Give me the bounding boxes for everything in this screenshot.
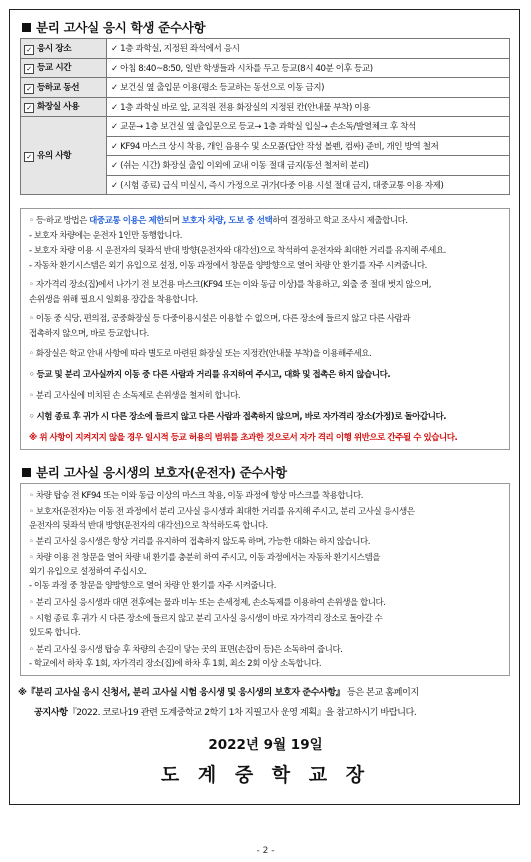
note-line: ◦ 시험 종료 후 귀가 시 다른 장소에 들르지 않고 분리 고사실 응시생이 바로 자가격리 장소로 돌아갈 수 <box>29 614 383 624</box>
note-line: - 학교에서 하차 후 1회, 자가격리 장소(집)에 하차 후 1회, 최소 2회 이상 소독합니다. <box>29 659 322 669</box>
note-line: - 자동차 환기시스템은 외기 유입으로 설정, 이동 과정에서 창문을 양방향으로 열어 차량 안 환기를 자주 시켜줍니다. <box>29 261 427 271</box>
signatory: 도 계 중 학 교 장 <box>160 764 371 786</box>
row-value: ✓ (시험 종료) 급식 미실시, 즉시 가정으로 귀가(다중 이용 시설 절대 금지, 대중교통 이용 자제) <box>107 175 510 195</box>
checked-box-icon: ✓ <box>24 45 34 55</box>
section2-title: 분리 고사실 응시생의 보호자(운전자) 준수사항 <box>22 463 287 481</box>
row-value: ✓ 1층 과학실 바로 앞, 교직원 전용 화장실의 지정된 칸(안내물 부착) 이용 <box>107 97 510 117</box>
footer-note-line1: ※『분리 고사실 응시 신청서, 분리 고사실 시험 응시생 및 응시생의 보호자 준수사항』 등은 본교 홈페이지 <box>18 687 419 698</box>
page-number: - 2 - <box>256 846 275 856</box>
note-line: - 보호자 차량 이용 시 운전자의 뒷좌석 반대 방향(운전자와 대각선)으로 착석하여 운전자와 최대한 거리를 유지해 주세요. <box>29 246 446 256</box>
student-notes-box <box>20 208 510 450</box>
note-line: ◦ 시험 종료 후 귀가 시 다른 장소에 들르지 않고 다른 사람과 접촉하지 않으며, 바로 자가격리 장소(가정)로 돌아갑니다. <box>29 412 447 422</box>
note-line: ◦ 차량 이용 전 창문을 열어 차량 내 환기를 충분히 하여 주시고, 이동 과정에서는 자동차 환기시스템을 <box>29 553 381 563</box>
note-line: 손위생을 위해 필요시 일회용 장갑을 착용합니다. <box>29 295 198 305</box>
note-line: ◦ 분리 고사실 응시생은 항상 거리를 유지하여 접촉하지 않도록 하며, 가능한 대화는 하지 않습니다. <box>29 537 371 547</box>
section1-title: 분리 고사실 응시 학생 준수사항 <box>22 18 205 36</box>
row-value: ✓ (쉬는 시간) 화장실 출입 이외에 교내 이동 절대 금지(동선 철저히 분리) <box>107 156 510 176</box>
note-line: 운전자의 뒷좌석 반대 방향(운전자의 대각선)으로 착석하도록 합니다. <box>29 521 268 531</box>
row-value: ✓ 아침 8:40~8:50, 일반 학생들과 시차를 두고 등교(8시 40분 이후 등교) <box>107 58 510 78</box>
note-line: ◦ 화장실은 학교 안내 사항에 따라 별도로 마련된 화장실 또는 지정칸(안내물 부착)을 이용해주세요. <box>29 349 372 359</box>
note-line: 있도록 합니다. <box>29 628 81 638</box>
note-line: ◦ 등교 및 분리 고사실까지 이동 중 다른 사람과 거리를 유지하여 주시고, 대화 및 접촉은 하지 않습니다. <box>29 370 391 380</box>
document-date: 2022년 9월 19일 <box>208 737 323 753</box>
row-value: ✓ KF94 마스크 상시 착용, 개인 음용수 및 소모품(답안 작성 볼펜, 컴싸) 준비, 개인 방역 철저 <box>107 136 510 156</box>
note-line: ◦ 이동 중 식당, 편의점, 공중화장실 등 다중이용시설은 이용할 수 없으며, 다른 장소에 들르지 않고 다른 사람과 <box>29 314 411 324</box>
row-value: ✓ 1층 과학실, 지정된 좌석에서 응시 <box>107 39 510 59</box>
warning-line: ※ 위 사항이 지켜지지 않을 경우 일시적 등교 허용의 범위를 초과한 것으로서 자가 격리 이행 위반으로 간주될 수 있습니다. <box>29 433 458 443</box>
table-row <box>21 39 510 59</box>
note-line: ◦ 분리 고사실 응시생 탑승 후 차량의 손길이 닿는 곳의 표면(손잡이 등)은 소독하여 줍니다. <box>29 645 343 655</box>
note-line: ◦ 분리 고사실에 비치된 손 소독제로 손위생을 철저히 합니다. <box>29 391 241 401</box>
row-label: ✓ 화장실 사용 <box>21 97 107 117</box>
row-label: ✓ 응시 장소 <box>21 39 107 59</box>
row-label: ✓ 등교 시간 <box>21 58 107 78</box>
table-row <box>21 58 510 78</box>
note-line: - 보호자 차량에는 운전자 1인만 동행합니다. <box>29 231 183 241</box>
row-label: ✓ 등하교 동선 <box>21 78 107 98</box>
note-line: ◦ 보호자(운전자)는 이동 전 과정에서 분리 고사실 응시생과 최대한 거리를 유지해 주시고, 분리 고사실 응시생은 <box>29 507 415 517</box>
table-row <box>21 117 510 137</box>
square-bullet-icon <box>22 23 31 32</box>
square-bullet-icon <box>22 468 31 477</box>
note-line: ◦ 차량 탑승 전 KF94 또는 이와 동급 이상의 마스크 착용, 이동 과정에 항상 마스크를 착용합니다. <box>29 491 363 501</box>
note-line: ◦ 분리 고사실 응시생과 대면 전후에는 물과 비누 또는 손세정제, 손소독제를 이용하여 손위생을 합니다. <box>29 598 386 608</box>
note-line: ◦ 자가격리 장소(집)에서 나가기 전 보건용 마스크(KF94 또는 이와 동급 이상)를 착용하고, 외출 중 절대 벗지 않으며, <box>29 280 432 290</box>
row-value: ✓ 보건실 옆 출입문 이용(평소 등교하는 동선으로 이동 금지) <box>107 78 510 98</box>
footer-note-line2: 공지사항『2022. 코로나19 관련 도계중학교 2학기 1차 지필고사 운영 계획』을 참고하시기 바랍니다. <box>34 707 417 718</box>
note-line: ◦ 등·하교 방법은 대중교통 이용은 제한되며 보호자 차량, 도보 중 선택하여 결정하고 학교 조사시 제출합니다. <box>29 216 408 226</box>
rules-table <box>20 38 510 195</box>
table-row <box>21 78 510 98</box>
checked-box-icon: ✓ <box>24 103 34 113</box>
table-row <box>21 97 510 117</box>
checked-box-icon: ✓ <box>24 152 34 162</box>
row-value: ✓ 교문→ 1층 보건실 옆 출입문으로 등교→ 1층 과학실 입실→ 손소독/발열체크 후 착석 <box>107 117 510 137</box>
note-line: 외기 유입으로 설정하여 주십시오. <box>29 567 147 577</box>
note-line: 접촉하지 않으며, 바로 등교합니다. <box>29 329 149 339</box>
row-label: ✓ 유의 사항 <box>21 117 107 195</box>
checked-box-icon: ✓ <box>24 64 34 74</box>
guardian-notes-box <box>20 483 510 676</box>
note-line: - 이동 과정 중 창문을 양방향으로 열어 차량 안 환기를 자주 시켜줍니다. <box>29 581 276 591</box>
checked-box-icon: ✓ <box>24 84 34 94</box>
